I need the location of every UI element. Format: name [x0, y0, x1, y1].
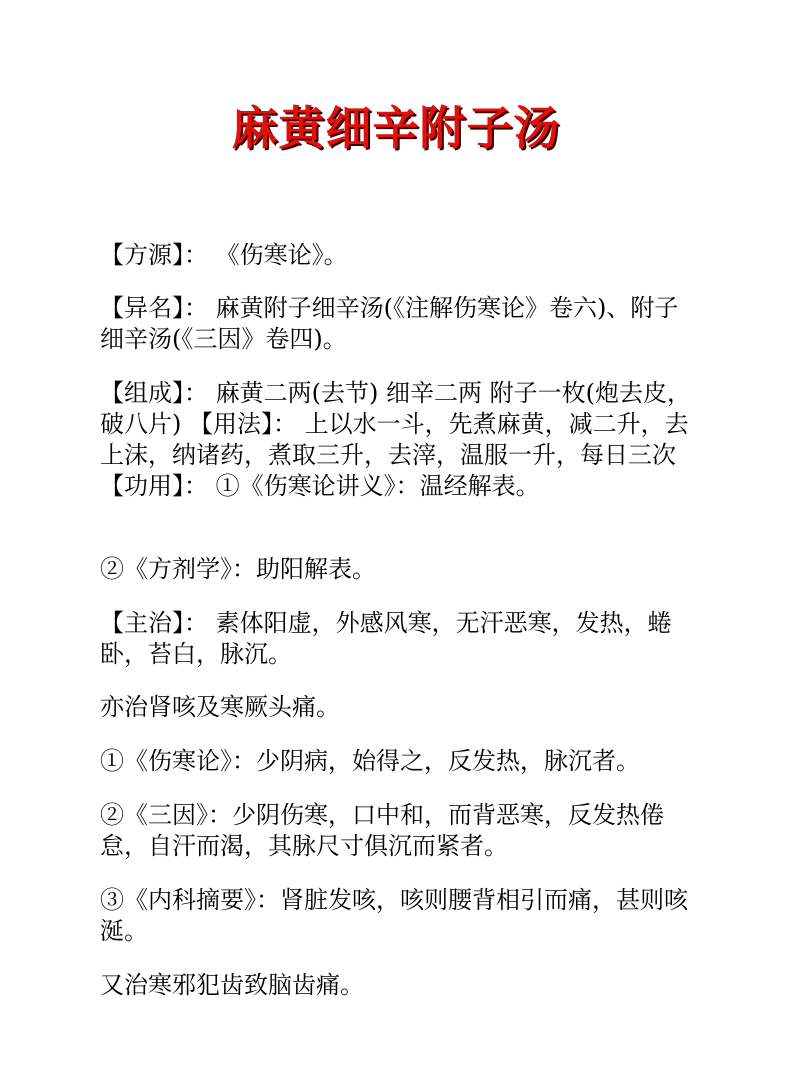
document-title: 麻黄细辛附子汤	[231, 101, 561, 155]
paragraph-also-treats: 亦治肾咳及寒厥头痛。	[100, 693, 340, 721]
paragraph-citation-2: ②《三因》：少阴伤寒，口中和，而背恶寒，反发热倦怠，自汗而渴，其脉尺寸俱沉而紧者。	[100, 801, 664, 860]
paragraph-citation-3: ③《内科摘要》：肾脏发咳，咳则腰背相引而痛，甚则咳涎。	[100, 886, 688, 945]
paragraph-indication: 【主治】： 素体阳虚，外感风寒，无汗恶寒，发热，蜷卧，苔白，脉沉。	[100, 609, 672, 668]
paragraph-source: 【方源】： 《伤寒论》。	[100, 241, 348, 269]
paragraph-alias: 【异名】： 麻黄附子细辛汤(《注解伤寒论》卷六)、附子细辛汤(《三因》卷四)。	[100, 294, 679, 353]
paragraph-function-2: ②《方剂学》：助阳解表。	[100, 555, 376, 583]
paragraph-toothache: 又治寒邪犯齿致脑齿痛。	[100, 971, 364, 999]
paragraph-composition: 【组成】： 麻黄二两(去节) 细辛二两 附子一枚(炮去皮，破八片) 【用法】： 上以水一斗，先煮麻黄，减二升，去上沫，纳诸药，煮取三升，去滓，温服一升，每日三次 【功用】： ①《伤寒论讲义》：温经解表。	[100, 379, 691, 500]
paragraph-citation-1: ①《伤寒论》：少阴病，始得之，反发热，脉沉者。	[100, 747, 640, 775]
